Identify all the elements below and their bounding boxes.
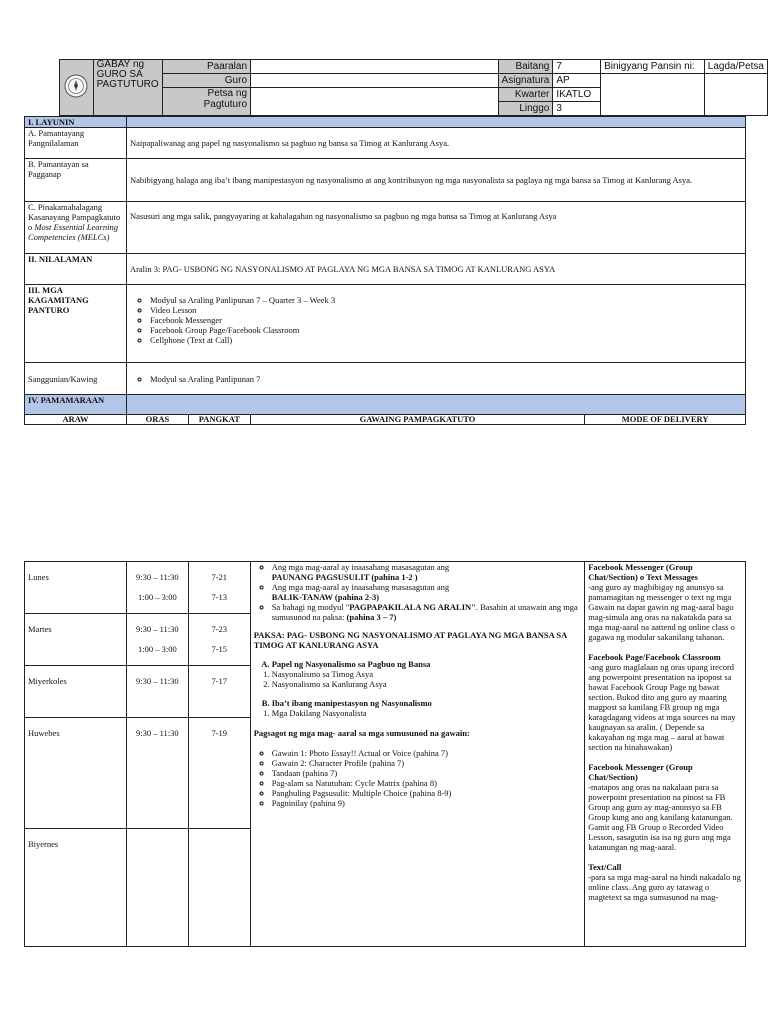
mode-body: -matapos ang oras na nakalaan para sa powerpoint presentation na pinost sa FB Group ang guro ay mag-anunsyo sa FB Group kung ano ang kanilang katanungan. Gamit ang FB Group o Recorded Video Lesson, sasagutin isa isa ng guro ang mga katanungan ng mag-aaral. xyxy=(588,782,733,852)
schedule-table xyxy=(24,561,746,947)
petsa-label: Petsa ng Pagtuturo xyxy=(162,88,250,116)
kagamitan-item: ◦ Cellphone (Text at Call) xyxy=(150,335,742,345)
kagamitan-title: III. MGA KAGAMITANG PANTURO xyxy=(25,285,127,363)
linggo-field[interactable]: 3 xyxy=(553,102,601,116)
kagamitan-item: ◦ Modyul sa Araling Panlipunan 7 – Quarter 3 – Week 3 xyxy=(150,295,742,305)
gawain-item: ◦ Panghuling Pagsusulit: Multiple Choice (pahina 8-9) xyxy=(272,788,582,798)
nilalaman-title: II. NILALAMAN xyxy=(25,254,127,285)
mode-title: Facebook Messenger (Group Chat/Section) xyxy=(588,762,693,782)
group-cell xyxy=(188,614,250,666)
kagamitan-list xyxy=(130,295,742,345)
pamantayang-pangnilalaman-value: Naipapaliwanag ang papel ng nasyonalismo sa pagbuo ng bansa sa Timog at Kanlurang Asya. xyxy=(126,128,745,159)
pamantayang-pangnilalaman-label: A. Pamantayang Pangnilalaman xyxy=(25,128,127,159)
kagamitan-item: ◦ Facebook Messenger xyxy=(150,315,742,325)
gawain-item: ◦ Gawain 1: Photo Essay!! Actual or Voice (pahina 7) xyxy=(272,748,582,758)
paaralan-field[interactable] xyxy=(251,60,499,74)
time: 9:30 – 11:30 xyxy=(136,624,179,634)
day-martes: Martes xyxy=(25,614,127,666)
group: 7-23 xyxy=(211,624,228,634)
mode-cell xyxy=(585,562,746,947)
linggo-label: Linggo xyxy=(498,102,553,116)
day-biyernes: Biyernes xyxy=(25,829,127,947)
asignatura-label: Asignatura xyxy=(498,74,553,88)
gawain-intro-item: ◦ Sa bahagi ng modyul "PAGPAPAKILALA NG ARALIN". Basahin at unawain ang mga sumusunod na paksa: (pahina 3 – 7) xyxy=(272,602,582,622)
guro-label: Guro xyxy=(162,74,250,88)
sanggunian-cell xyxy=(126,363,745,395)
gawain-intro-item: ◦ Ang mga mag-aaral ay inaasahang masasagutan ang PAUNANG PAGSUSULIT (pahina 1-2 ) xyxy=(272,562,582,582)
gawain-item: ◦ Pagninilay (pahina 9) xyxy=(272,798,582,808)
paksa-heading: PAKSA: PAG- USBONG NG NASYONALISMO AT PAGLAYA NG MGA BANSA SA TIMOG AT KANLURANG ASYA xyxy=(253,630,567,650)
day-huwebes: Huwebes xyxy=(25,718,127,829)
time: 1:00 – 3:00 xyxy=(137,644,177,654)
baitang-field[interactable]: 7 xyxy=(553,60,601,74)
mode-body: -ang guro maglalaan ng oras upang irecord ang powerpoint presentation na ipopost sa bawat Facebook Group Page ng bawat section. Bukod dito ang guro ay maaring magpost sa kanilang FB group ng mga karagdagang videos at mga sources na may kaugnayan sa aralin. ( Depende sa kakayahan ng mga mag – aaral at bawat section na hinahawakan) xyxy=(588,662,736,752)
subtopic-b-title: B. Iba’t ibang manipestasyon ng Nasyonalismo xyxy=(272,698,582,708)
time: 1:00 – 3:00 xyxy=(137,592,177,602)
time: 9:30 – 11:30 xyxy=(126,666,188,718)
baitang-label: Baitang xyxy=(498,60,553,74)
gawain-item: ◦ Gawain 2: Character Profile (pahina 7) xyxy=(272,758,582,768)
pamamaraan-title: IV. PAMAMARAAN xyxy=(25,395,127,415)
group-cell xyxy=(188,562,250,614)
col-mode: MODE OF DELIVERY xyxy=(585,415,746,425)
deped-logo-cell xyxy=(60,60,94,116)
lagda-petsa-field[interactable] xyxy=(704,74,767,116)
time: 9:30 – 11:30 xyxy=(136,572,179,582)
gawain-item: ◦ Tandaan (pahina 7) xyxy=(272,768,582,778)
binigyang-pansin-field[interactable] xyxy=(601,74,705,116)
header-table xyxy=(59,59,768,116)
group: 7-19 xyxy=(188,718,250,829)
sanggunian-value: ◦ Modyul sa Araling Panlipunan 7 xyxy=(150,374,742,384)
pamantayan-pagganap-value: Nabibigyang halaga ang iba’t ibang manipestasyon ng nasyonalismo at ang kontribusyon ng mga nasyonalista sa paglaya ng mga bansa sa Timog at Kanlurang Asya. xyxy=(126,159,745,202)
gawain-cell xyxy=(250,562,585,947)
paaralan-label: Paaralan xyxy=(162,60,250,74)
col-araw: ARAW xyxy=(25,415,127,425)
nilalaman-value: Aralin 3: PAG- USBONG NG NASYONALISMO AT PAGLAYA NG MGA BANSA SA TIMOG AT KANLURANG ASYA xyxy=(126,254,745,285)
kagamitan-item: ◦ Video Lesson xyxy=(150,305,742,315)
col-gawain: GAWAING PAMPAGKATUTO xyxy=(250,415,584,425)
time-cell xyxy=(126,562,188,614)
kagamitan-list-cell xyxy=(126,285,745,363)
kagamitan-item: ◦ Facebook Group Page/Facebook Classroom xyxy=(150,325,742,335)
kwarter-label: Kwarter xyxy=(498,88,553,102)
mode-title: Facebook Page/Facebook Classroom xyxy=(588,652,721,662)
mode-body: -para sa mga mag-aaral na hindi nakadalo ng online class. Ang guro ay tatawag o magtetext sa mga sumusunod na mag- xyxy=(588,872,741,902)
melc-label-text: C. Pinakamahalagang Kasanayang Pampagkatuto o xyxy=(28,202,121,232)
col-oras: ORAS xyxy=(126,415,188,425)
mode-title: Facebook Messenger (Group Chat/Section) o Text Messages xyxy=(588,562,698,582)
guro-field[interactable] xyxy=(251,74,499,88)
petsa-field[interactable] xyxy=(251,88,499,116)
subtopic-item: 2. Nasyonalismo sa Kanlurang Asya xyxy=(272,679,582,689)
gawain-intro-item: ◦ Ang mga mag-aaral ay inaasahang masasagutan ang BALIK-TANAW (pahina 2-3) xyxy=(272,582,582,602)
sections-table xyxy=(24,116,746,425)
day-lunes: Lunes xyxy=(25,562,127,614)
pamantayan-pagganap-label: B. Pamantayan sa Pagganap xyxy=(25,159,127,202)
mode-title: Text/Call xyxy=(588,862,622,872)
group: 7-17 xyxy=(188,666,250,718)
gabay-title: GABAY ng GURO SA PAGTUTURO xyxy=(93,60,162,116)
group: 7-21 xyxy=(211,572,228,582)
subtopic-item: 1. Mga Dakilang Nasyonalista xyxy=(272,708,582,718)
lagda-petsa-label: Lagda/Petsa xyxy=(704,60,767,74)
deped-seal-icon xyxy=(64,74,88,98)
group-cell-empty xyxy=(188,829,250,947)
melc-value: Nasusuri ang mga salik, pangyayaring at kahalagahan ng nasyonalismo sa pagbuo ng mga bansa sa Timog at Kanlurang Asya xyxy=(126,202,745,254)
col-pangkat: PANGKAT xyxy=(188,415,250,425)
group: 7-15 xyxy=(211,644,228,654)
time: 9:30 – 11:30 xyxy=(126,718,188,829)
time-cell-empty xyxy=(126,829,188,947)
pagsagot-heading: Pagsagot ng mga mag- aaral sa mga sumusunod na gawain: xyxy=(253,728,470,738)
mode-body: -ang guro ay magbibigay ng anunsyo sa pamamagitan ng messenger o text ng mga Gawain na dapat gawin ng mag-aaral bago mag-simula ang oras na nakatakda para sa mga mag-aaral na aattend ng online class o gagawa ng modular sakanilang tahanan. xyxy=(588,582,735,642)
sanggunian-label: Sanggunian/Kawing xyxy=(25,363,127,395)
melc-label xyxy=(25,202,127,254)
group: 7-13 xyxy=(211,592,228,602)
kwarter-field[interactable]: IKATLO xyxy=(553,88,601,102)
day-miyerkoles: Miyerkoles xyxy=(25,666,127,718)
subtopic-a-title: A. Papel ng Nasyonalismo sa Pagbuo ng Bansa xyxy=(272,659,582,669)
asignatura-field[interactable]: AP xyxy=(553,74,601,88)
melc-label-italic: Most Essential Learning Competencies (MELCs) xyxy=(28,222,118,242)
subtopic-item: 1. Nasyonalismo sa Timog Asya xyxy=(272,669,582,679)
binigyang-pansin-label: Binigyang Pansin ni: xyxy=(601,60,705,74)
gawain-item: ◦ Pag-alam sa Natutuhan: Cycle Matrix (pahina 8) xyxy=(272,778,582,788)
time-cell xyxy=(126,614,188,666)
layunin-title: I. LAYUNIN xyxy=(25,117,127,128)
